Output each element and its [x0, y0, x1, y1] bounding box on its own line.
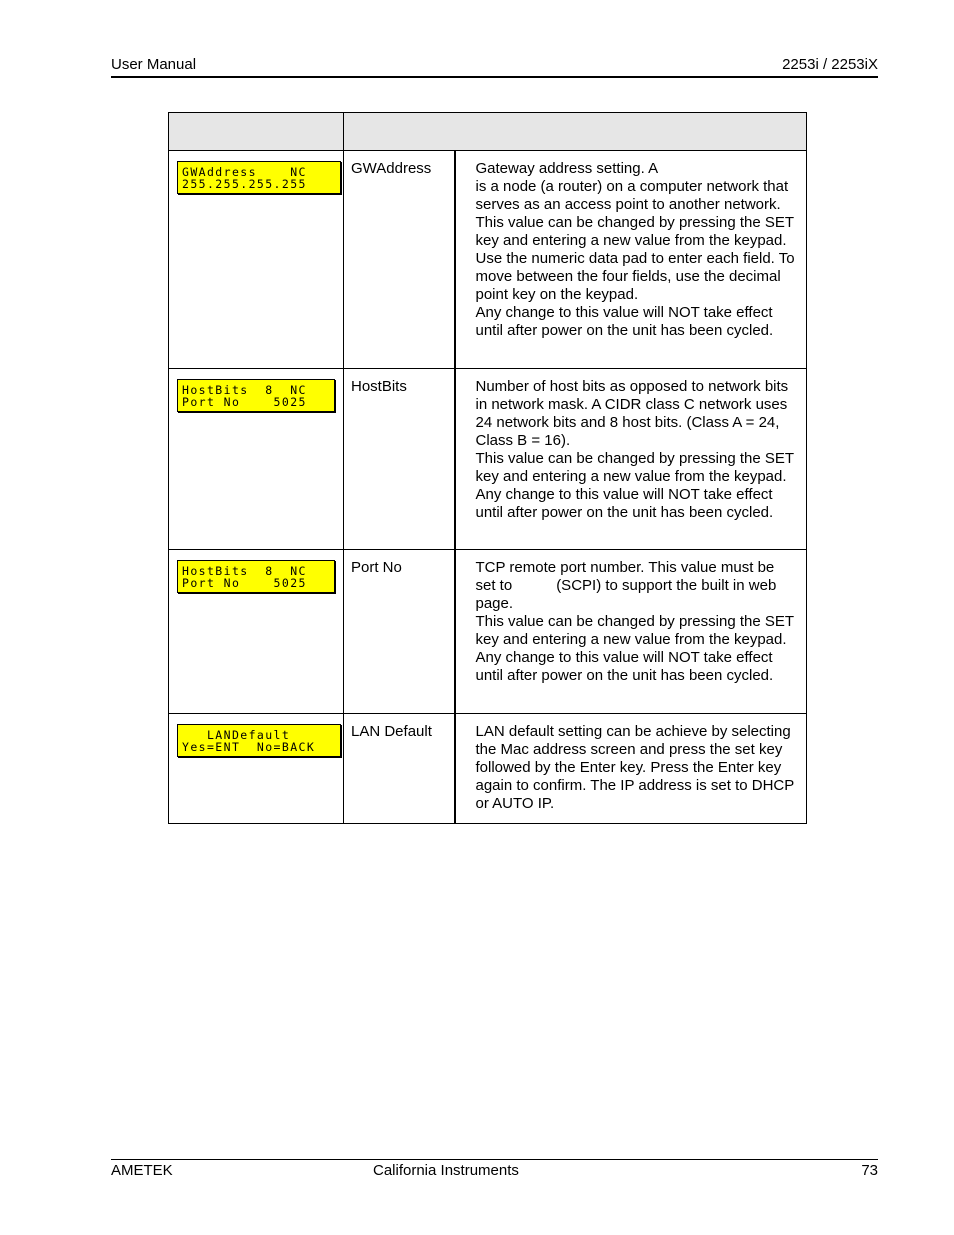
setting-description: Gateway address setting. A is a node (a router) on a computer network that serves as an access point to another network. This value can be changed by pressing the SET key and entering a new value from the keypad. Use the numeric data pad to enter each field. To move between the four fields, use the decimal point key on the keypad. Any change to this value will NOT take effect until after power on the unit has been cycled.: [455, 151, 807, 369]
lcd-display: [177, 560, 335, 593]
setting-name: GWAddress: [344, 151, 455, 369]
setting-name: LAN Default: [344, 714, 455, 824]
lcd-line: Port No 5025: [182, 576, 307, 590]
page-footer: [111, 1159, 878, 1182]
table-header-row: [169, 113, 807, 151]
lcd-line: HostBits 8 NC: [182, 564, 307, 578]
page-header: [111, 56, 878, 78]
lcd-display: [177, 724, 341, 757]
lcd-display: [177, 379, 335, 412]
table-row: [169, 151, 807, 369]
setting-name: HostBits: [344, 369, 455, 550]
footer-brand: California Instruments: [373, 1162, 519, 1179]
lcd-line: LANDefault: [182, 728, 291, 742]
lcd-display: [177, 161, 341, 194]
header-cell-description: [344, 113, 807, 151]
lcd-line: Yes=ENT No=BACK: [182, 740, 316, 754]
table-row: [169, 369, 807, 550]
header-title: User Manual: [111, 56, 197, 73]
setting-description: LAN default setting can be achieve by selecting the Mac address screen and press the set key followed by the Enter key. Press the Enter key again to confirm. The IP address is set to DHCP or AUTO IP.: [455, 714, 807, 824]
lcd-line: 255.255.255.255: [182, 177, 307, 191]
setting-description: TCP remote port number. This value must be set to (SCPI) to support the built in web page. This value can be changed by pressing the SET key and entering a new value from the keypad. Any change to this value will NOT take effect until after power on the unit has been cycled.: [455, 550, 807, 714]
lcd-line: Port No 5025: [182, 395, 307, 409]
lcd-line: GWAddress NC: [182, 165, 307, 179]
lcd-line: HostBits 8 NC: [182, 383, 307, 397]
table-row: [169, 550, 807, 714]
footer-company: AMETEK: [111, 1162, 173, 1179]
page-number: 73: [861, 1162, 878, 1179]
setting-description: Number of host bits as opposed to network bits in network mask. A CIDR class C network uses 24 network bits and 8 host bits. (Class A = 24, Class B = 16). This value can be changed by pressing the SET key and entering a new value from the keypad. Any change to this value will NOT take effect until after power on the unit has been cycled.: [455, 369, 807, 550]
setting-name: Port No: [344, 550, 455, 714]
header-model: 2253i / 2253iX: [782, 56, 878, 73]
settings-table: [168, 112, 807, 824]
header-cell-display: [169, 113, 344, 151]
table-row: [169, 714, 807, 824]
